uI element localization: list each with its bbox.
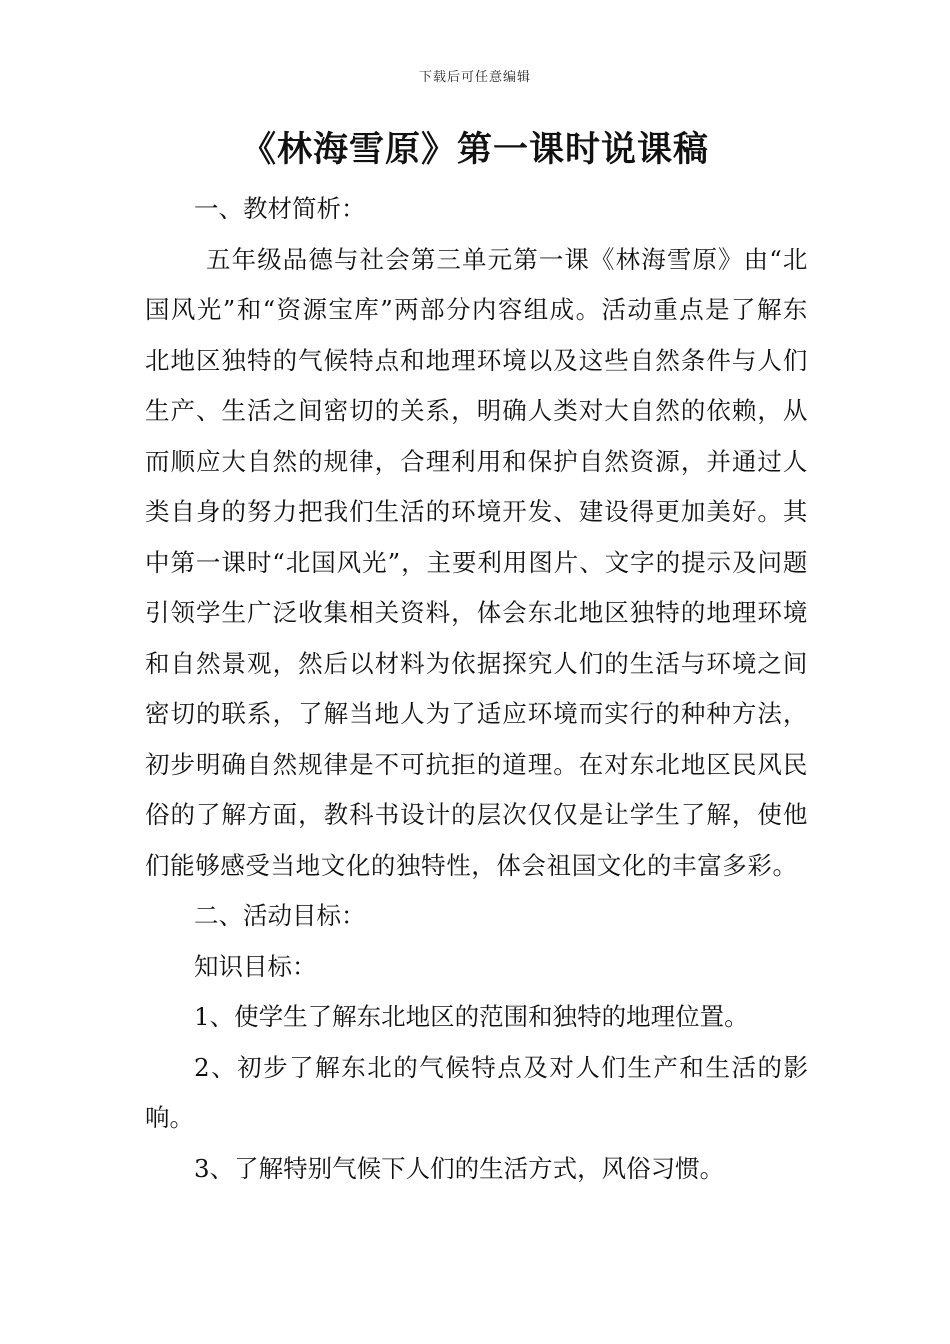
header-note: 下载后可任意编辑 [418, 70, 531, 85]
section-heading-objectives: 二、活动目标： [194, 901, 366, 930]
section-heading-materials: 一、教材简析： [194, 194, 366, 223]
document-body [145, 184, 808, 1194]
document-title: 《林海雪原》第一课时说课稿 [240, 130, 709, 170]
goal-item-1: 1、使学生了解东北地区的范围和独特的地理位置。 [194, 1002, 749, 1031]
knowledge-objectives-heading: 知识目标： [194, 951, 317, 981]
goal-item-3: 3、了解特别气候下人们的生活方式，风俗习惯。 [194, 1153, 725, 1183]
materials-analysis-paragraph: 五年级品德与社会第三单元第一课《林海雪原》由“北国风光”和“资源宝库”两部分内容组成。活动重点是了解东北地区独特的气候特点和地理环境以及这些自然条件与人们生产、生活之间密切的关系，明确人类对大自然的依赖，从而顺应大自然的规律，合理利用和保护自然资源，并通过人类自身的努力把我们生活的环境开发、建设得更加美好。其中第一课时“北国风光”，主要利用图片、文字的提示及问题引领学生广泛收集相关资料，体会东北地区独特的地理环境和自然景观，然后以材料为依据探究人们的生活与环境之间密切的联系，了解当地人为了适应环境而实行的种种方法，初步明确自然规律是不可抗拒的道理。在对东北地区民风民俗的了解方面，教科书设计的层次仅仅是让学生了解，使他们能够感受当地文化的独特性，体会祖国文化的丰富多彩。 [145, 244, 808, 880]
goal-item-2: 2、初步了解东北的气候特点及对人们生产和生活的影响。 [145, 1052, 808, 1132]
